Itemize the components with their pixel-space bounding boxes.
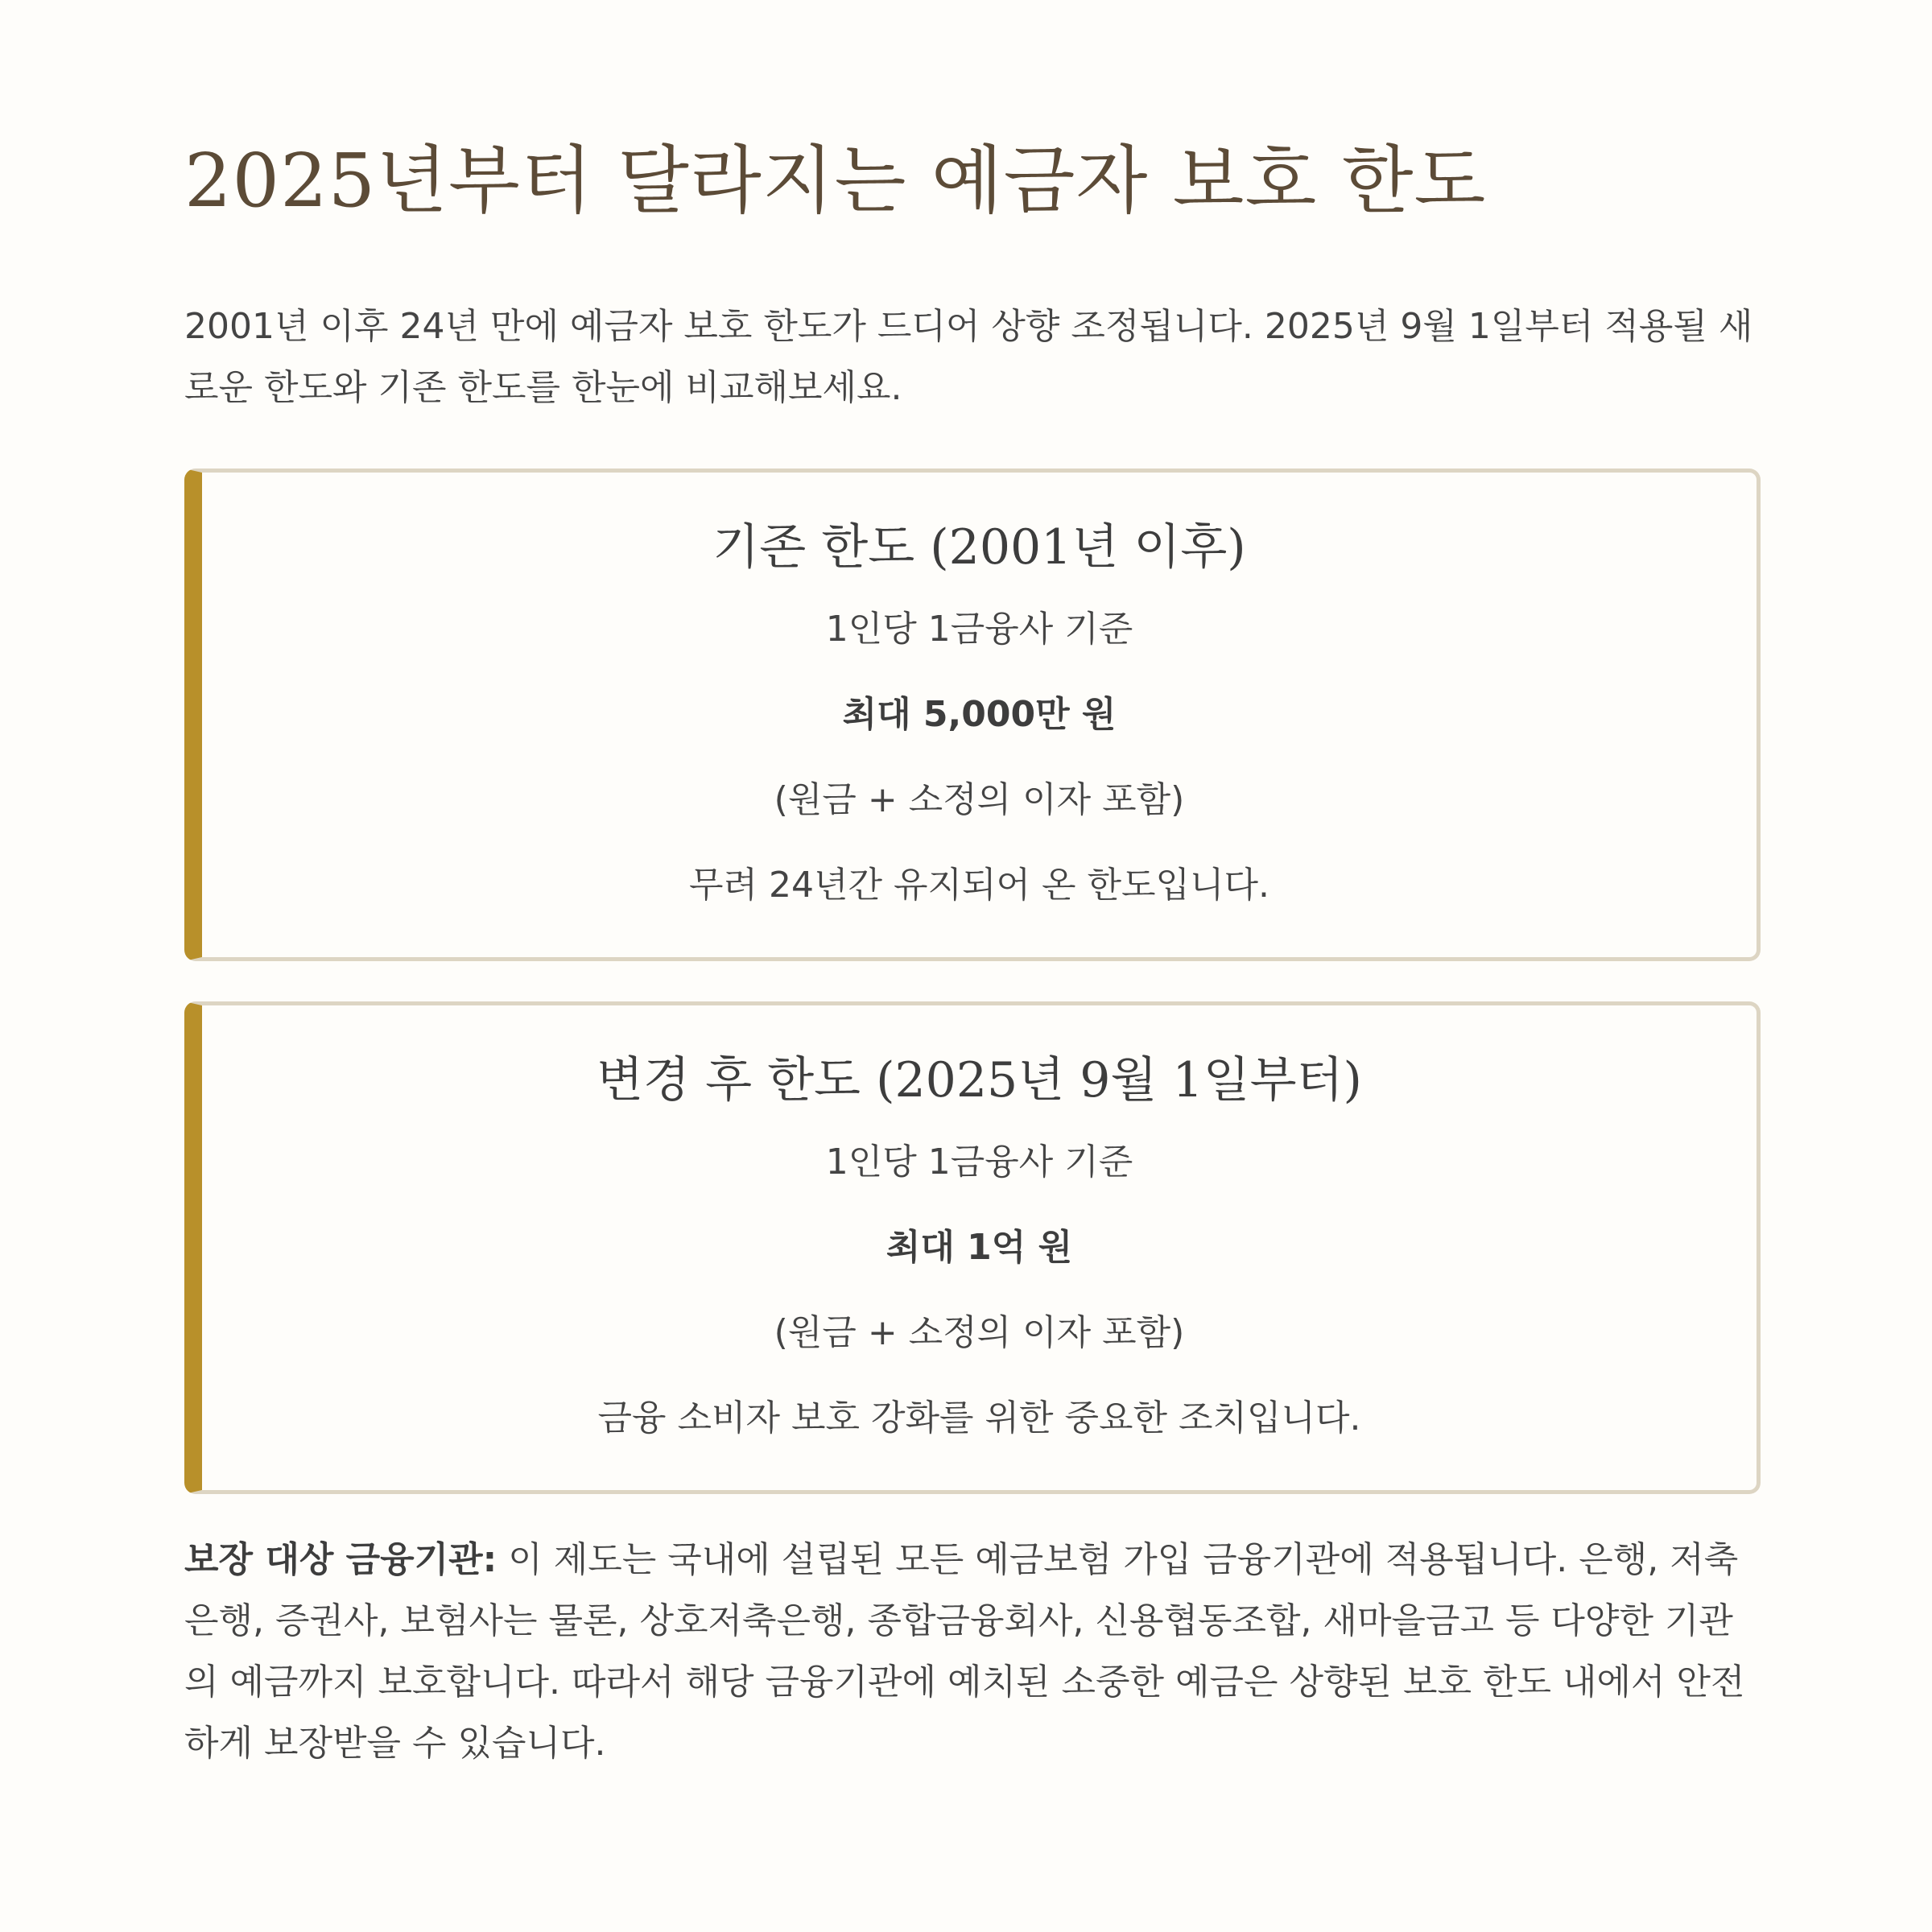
page-title: 2025년부터 달라지는 예금자 보호 한도: [184, 138, 1487, 224]
card-basis: 1인당 1금융사 기준: [825, 1141, 1133, 1183]
card-note: 금융 소비자 보호 강화를 위한 중요한 조치입니다.: [597, 1397, 1361, 1439]
card-note: 무려 24년간 유지되어 온 한도입니다.: [689, 865, 1269, 906]
previous-limit-card: [184, 469, 1761, 961]
card-includes: (원금 + 소정의 이자 포함): [774, 779, 1185, 821]
card-basis: 1인당 1금융사 기준: [825, 609, 1133, 650]
card-title: 기존 한도 (2001년 이후): [712, 519, 1246, 576]
card-title: 변경 후 한도 (2025년 9월 1일부터): [597, 1052, 1362, 1109]
intro-paragraph: 2001년 이후 24년 만에 예금자 보호 한도가 드디어 상향 조정됩니다. 2025년 9월 1일부터 적용될 새로운 한도와 기존 한도를 한눈에 비교해보세요.: [184, 306, 1753, 409]
coverage-paragraph: [184, 1530, 1761, 1774]
page-content: [184, 137, 1761, 1774]
card-includes: (원금 + 소정의 이자 포함): [774, 1312, 1185, 1354]
card-amount: 최대 1억 원: [886, 1227, 1073, 1269]
new-limit-card: [184, 1001, 1761, 1494]
coverage-label: 보장 대상 금융기관:: [184, 1539, 497, 1581]
coverage-text: 이 제도는 국내에 설립된 모든 예금보험 가입 금융기관에 적용됩니다. 은행, 저축은행, 증권사, 보험사는 물론, 상호저축은행, 종합금융회사, 신용협동조합, 새마을금고 등 다양한 기관의 예금까지 보호합니다. 따라서 해당 금융기관에 예치된 소중한 예금은 상향된 보호 한도 내에서 안전하게 보장받을 수 있습니다.: [184, 1539, 1745, 1765]
card-amount: 최대 5,000만 원: [842, 694, 1117, 736]
